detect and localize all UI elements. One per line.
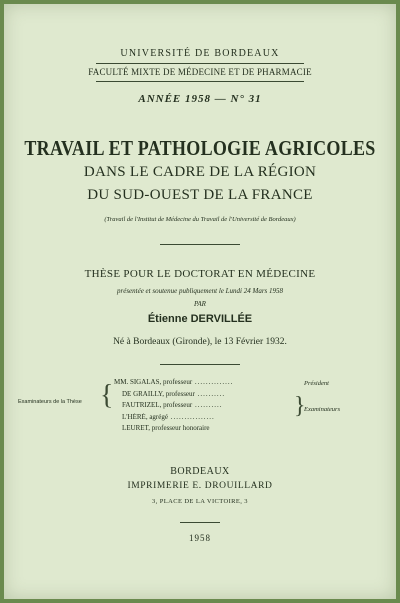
member-name: LEURET, professeur honoraire: [122, 424, 210, 432]
title-line-2: DANS LE CADRE DE LA RÉGION: [83, 164, 317, 180]
thesis-heading: THÈSE POUR LE DOCTORAT EN MÉDECINE: [84, 268, 316, 280]
jury-divider: [160, 364, 240, 365]
jury-members: [114, 378, 294, 436]
president-role: Président: [304, 380, 329, 387]
printer-address: 3, PLACE DE LA VICTOIRE, 3: [152, 498, 248, 505]
member-name: L'HÉRÉ, agrégé: [122, 412, 168, 421]
publication-year: 1958: [189, 533, 211, 543]
title-line-3: DU SUD-OUEST DE LA FRANCE: [87, 187, 313, 203]
jury-member: [114, 413, 294, 425]
publisher-city: BORDEAUX: [170, 466, 230, 477]
member-name: FAUTRIZEL, professeur: [122, 401, 193, 409]
member-name: DE GRAILLY, professeur: [122, 389, 195, 398]
jury-member: [114, 378, 294, 390]
author-name: Étienne DERVILLÉE: [147, 313, 253, 325]
printer-name: IMPRIMERIE E. DROUILLARD: [127, 481, 273, 491]
by-label: PAR: [194, 300, 206, 308]
leader-dots: ................: [167, 412, 215, 421]
member-name: MM. SIGALAS, professeur: [114, 378, 193, 386]
header-rule-bottom: [96, 81, 304, 82]
year-number: ANNÉE 1958 — N° 31: [138, 93, 262, 105]
jury-left-brace: {: [100, 380, 114, 411]
leader-dots: ..........: [194, 389, 226, 398]
jury-member: [114, 424, 294, 436]
leader-dots: ..........: [192, 401, 223, 409]
birth-info: Né à Bordeaux (Gironde), le 13 Février 1932.: [113, 337, 287, 347]
extract-note: (Travail de l'Institut de Médecine du Travail de l'Université de Bordeaux): [104, 216, 296, 223]
faculty-name: FACULTÉ MIXTE DE MÉDECINE ET DE PHARMACIE: [88, 67, 312, 77]
header-rule-top: [96, 63, 304, 64]
examiners-role: Examinateurs: [304, 406, 341, 413]
university-name: UNIVERSITÉ DE BORDEAUX: [120, 48, 280, 59]
footer-rule: [180, 522, 220, 523]
presentation-date: présentée et soutenue publiquement le Lundi 24 Mars 1958: [116, 287, 284, 295]
leader-dots: ..............: [192, 378, 234, 386]
title-line-1: TRAVAIL ET PATHOLOGIE AGRICOLES: [24, 136, 376, 160]
jury-member: [114, 390, 294, 402]
jury-label: Examinateurs de la Thèse: [18, 399, 82, 405]
cover-page: [4, 4, 396, 599]
section-divider: [160, 244, 240, 245]
jury-member: [114, 401, 294, 413]
examiners-brace: }: [294, 393, 306, 419]
